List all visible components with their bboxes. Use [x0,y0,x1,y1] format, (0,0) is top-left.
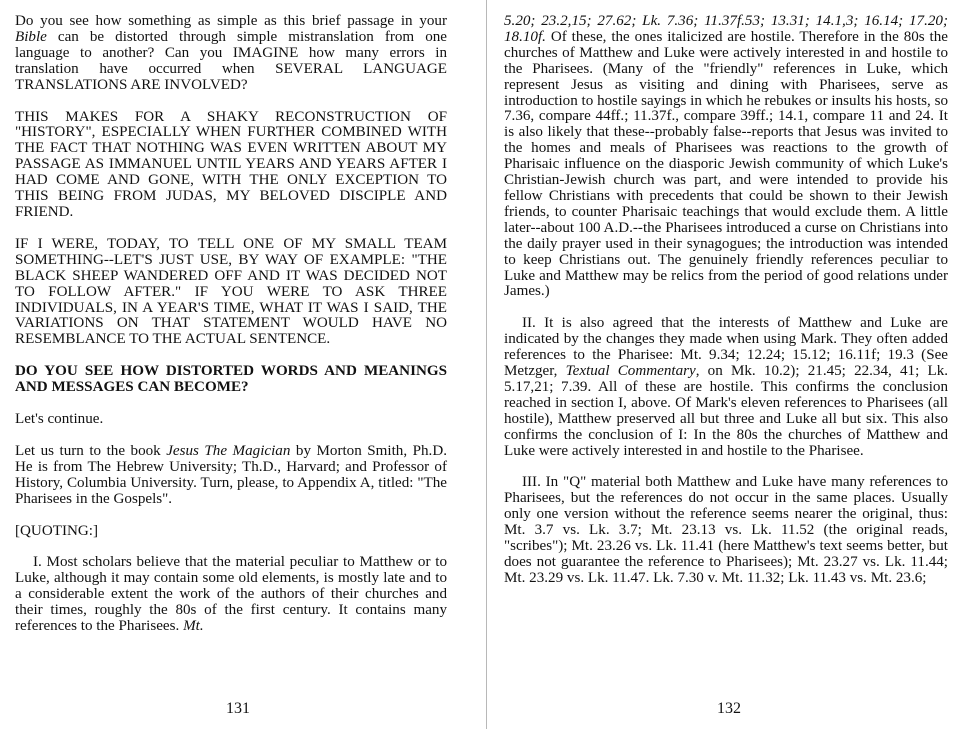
page-number: 132 [717,700,741,717]
paragraph-text: by Morton Smith, Ph.D. He is from The Hebrew University; Th.D., Harvard; and Professor of History, Columbia University. Turn, please, to Appendix A, titled: "The Pharisees in the Gospels". [15,442,448,507]
paragraph [15,555,447,635]
paragraph [15,444,447,508]
paragraph [15,14,447,94]
paragraph-text: , on Mk. 10.2); 21.45; 22.34, 41; Lk. 5.17,21; 7.39. All of these are hostile. This confirms the conclusion reached in section I, above. Of Mark's eleven references to Pharisees (all hostile), Matthew preserved all but three and Luke all but six. This also confirms the conclusion of I: In the 80s the churches of Matthew and Luke were actively interested in and hostile to the Pharisee. [504,363,949,459]
paragraph: [QUOTING:] [15,522,98,539]
paragraph [504,14,948,300]
page-number: 131 [226,700,250,717]
paragraph: THIS MAKES FOR A SHAKY RECONSTRUCTION OF "HISTORY", ESPECIALLY WHEN FURTHER COMBINED WITH THE FACT THAT NOTHING WAS EVEN WRITTEN ABOUT MY PASSAGE AS IMMANUEL UNTIL YEARS AND YEARS AFTER I HAD COME AND GONE, WITH THE ONLY EXCEPTION TO THIS BEING FROM JUDAS, MY BELOVED DISCIPLE AND FRIEND. [15,108,447,220]
left-page [0,0,486,729]
paragraph-text: II. It is also agreed that the interests of Matthew and Luke are indicated by the changes they made when using Mark. They often added references to the Pharisee: Mt. 9.34; 12.24; 15.12; 16.11f; 19.3 (See Metzger, [504,315,948,380]
book-gutter [486,0,487,729]
bold-text: DO YOU SEE HOW DISTORTED WORDS AND MEANINGS AND MESSAGES CAN BECOME? [15,363,447,396]
paragraph [504,316,948,459]
italic-text: Mt. [183,618,204,635]
right-page-text [504,14,948,587]
italic-text: Bible [15,28,47,45]
book-title: Jesus The Magician [166,442,291,459]
paragraph: IF I WERE, TODAY, TO TELL ONE OF MY SMALL TEAM SOMETHING--LET'S JUST USE, BY WAY OF EXAMPLE: "THE BLACK SHEEP WANDERED OFF AND IT WAS DECIDED NOT TO FOLLOW AFTER." IF YOU WERE TO ASK THREE INDIVIDUALS, IN A YEAR'S TIME, WHAT IT WAS I SAID, THE VARIATIONS ON THAT STATEMENT WOULD HAVE NO RESEMBLANCE TO THE ACTUAL SENTENCE. [15,235,447,348]
left-page-text [15,14,447,635]
paragraph: Let's continue. [15,411,104,428]
paragraph-text: Let us turn to the book [15,442,167,459]
paragraph-text: Of these, the ones italicized are hostile. Therefore in the 80s the churches of Matthew and Luke were actively interested in and hostile to the Pharisees. (Many of the "friendly" references in Luke, which represent Jesus as visiting and dining with Pharisees, serve as introduction to hostile sayings in which he rebukes or insults his hosts, so 7.36, compare 44ff.; 11.37f., compare 39ff.; 14.1, compare 11 and 24. It is also likely that these--probably false--reports that Jesus was invited to the homes and meals of Pharisees was reactions to the growth of Pharisaic influence on the diasporic Jewish community of which Luke's Christian-Jewish church was part, and were intended to provide his fellow Christians with precedents that could be shown to their Jewish friends, to counter Pharisaic teachings that would exclude them. A little later--about 100 A.D.--the Pharisees introduced a curse on Christians into the daily prayer used in their synagogues; the introduction was intended to keep Christians out. The genuinely friendly references peculiar to Luke and Matthew may be relics from the period of good relations under James.) [504,28,948,300]
right-page [488,0,974,729]
paragraph-text: can be distorted through simple mistranslation from one language to another? Can you IMAGINE how many errors in translation have occurred when SEVERAL LANGUAGE TRANSLATIONS ARE INVOLVED? [15,28,447,93]
paragraph-bold [15,364,447,396]
paragraph-text: Do you see how something as simple as this brief passage in your [15,13,447,29]
paragraph: III. In "Q" material both Matthew and Luke have many references to Pharisees, but the references do not occur in the same places. Usually only one version without the reference seems nearer the original, thus: Mt. 3.7 vs. Lk. 3.7; Mt. 23.13 vs. Lk. 11.52 (the original reads, "scribes"); Mt. 23.26 vs. Lk. 11.41 (here Matthew's text seems better, but does not guarantee the reference to Pharisees); Mt. 23.27 vs. Lk. 11.44; Mt. 23.29 vs. Lk. 11.47. Lk. 7.30 v. Mt. 11.32; Lk. 11.43 vs. Mt. 23.6; [504,474,948,586]
italic-text: Textual Commentary [565,363,696,380]
paragraph-text: I. Most scholars believe that the material peculiar to Matthew or to Luke, although it may contain some old elements, is mostly late and to a considerable extent the work of the authors of their churches and their times, roughly the 80s of the first century. It contains many references to the Pharisees. [15,554,447,635]
italic-text: 5.20; 23.2,15; 27.62; Lk. 7.36; 11.37f.53; 13.31; 14.1,3; 16.14; 17.20; 18.10f. [504,13,948,45]
